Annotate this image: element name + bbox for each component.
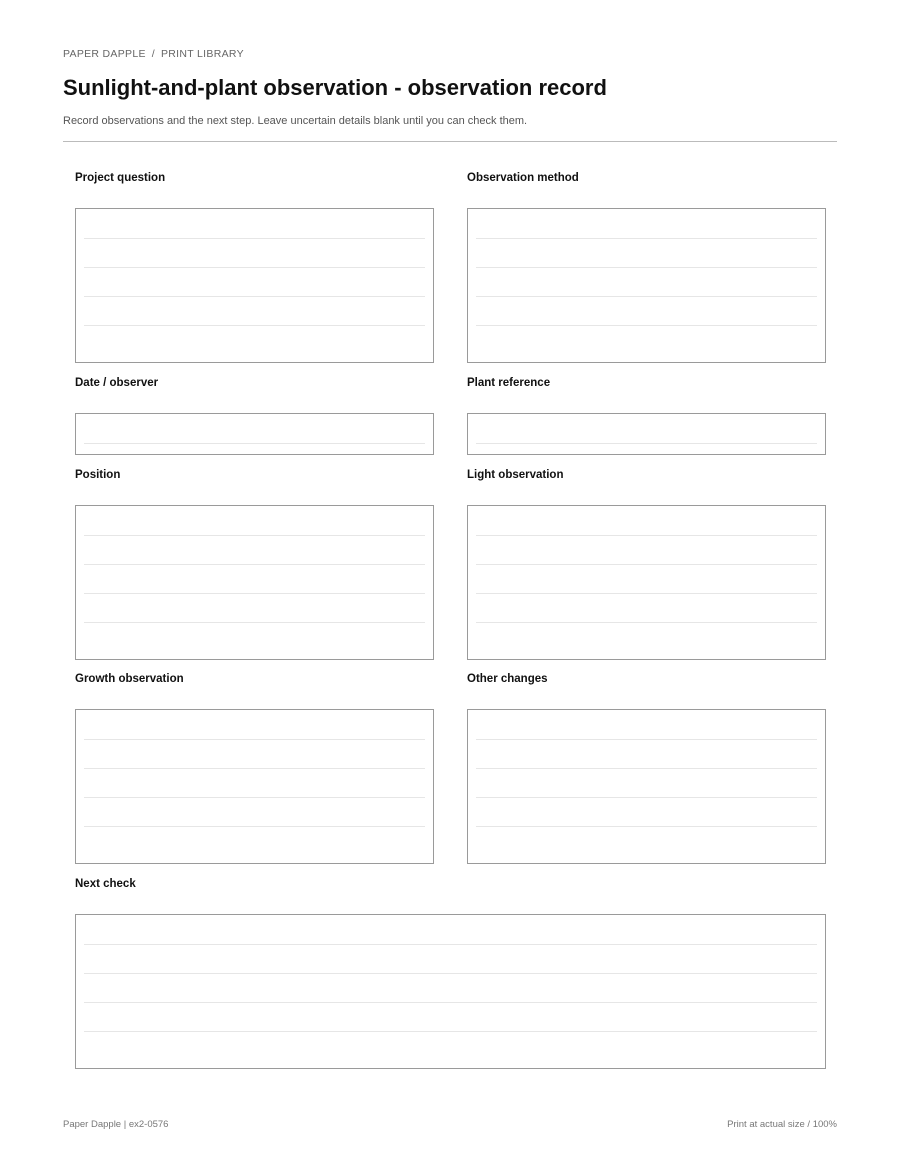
breadcrumb-item-library: PRINT LIBRARY bbox=[161, 48, 244, 60]
breadcrumb-item-brand: PAPER DAPPLE bbox=[63, 48, 146, 60]
position-field[interactable] bbox=[75, 505, 434, 660]
writing-guide-line bbox=[84, 973, 817, 974]
page-title: Sunlight-and-plant observation - observation record bbox=[63, 75, 607, 100]
other-changes-field[interactable] bbox=[467, 709, 826, 864]
writing-guide-line bbox=[84, 564, 425, 565]
writing-guide-line bbox=[476, 296, 817, 297]
writing-guide-line bbox=[476, 325, 817, 326]
writing-guide-line bbox=[84, 622, 425, 623]
writing-guide-line bbox=[84, 797, 425, 798]
writing-guide-line bbox=[476, 238, 817, 239]
writing-guide-line bbox=[476, 564, 817, 565]
date-observer-label: Date / observer bbox=[75, 377, 159, 389]
next-check-label: Next check bbox=[75, 878, 136, 890]
growth-observation-field[interactable] bbox=[75, 709, 434, 864]
writing-guide-line bbox=[84, 1031, 817, 1032]
writing-guide-line bbox=[476, 826, 817, 827]
plant-reference-field[interactable] bbox=[467, 413, 826, 455]
plant-reference-label: Plant reference bbox=[467, 377, 551, 389]
writing-guide-line bbox=[84, 768, 425, 769]
header-divider bbox=[63, 141, 837, 142]
writing-guide-line bbox=[84, 325, 425, 326]
project-question-label: Project question bbox=[75, 172, 166, 184]
writing-guide-line bbox=[476, 535, 817, 536]
writing-guide-line bbox=[476, 267, 817, 268]
growth-observation-label: Growth observation bbox=[75, 673, 184, 685]
writing-guide-line bbox=[84, 826, 425, 827]
writing-guide-line bbox=[476, 443, 817, 444]
writing-guide-line bbox=[84, 739, 425, 740]
light-observation-label: Light observation bbox=[467, 469, 564, 481]
other-changes-label: Other changes bbox=[467, 673, 548, 685]
page-subtitle: Record observations and the next step. Leave uncertain details blank until you can check them. bbox=[63, 115, 528, 127]
observation-method-field[interactable] bbox=[467, 208, 826, 363]
light-observation-field[interactable] bbox=[467, 505, 826, 660]
writing-guide-line bbox=[84, 535, 425, 536]
breadcrumb-separator: / bbox=[151, 48, 155, 60]
writing-guide-line bbox=[476, 593, 817, 594]
writing-guide-line bbox=[84, 238, 425, 239]
writing-guide-line bbox=[84, 944, 817, 945]
footer-print-note: Print at actual size / 100% bbox=[727, 1119, 837, 1130]
writing-guide-line bbox=[84, 593, 425, 594]
date-observer-field[interactable] bbox=[75, 413, 434, 455]
footer-document-id: Paper Dapple | ex2-0576 bbox=[63, 1119, 169, 1130]
writing-guide-line bbox=[84, 296, 425, 297]
project-question-field[interactable] bbox=[75, 208, 434, 363]
next-check-field[interactable] bbox=[75, 914, 826, 1069]
writing-guide-line bbox=[476, 739, 817, 740]
writing-guide-line bbox=[84, 443, 425, 444]
writing-guide-line bbox=[476, 622, 817, 623]
writing-guide-line bbox=[476, 797, 817, 798]
writing-guide-line bbox=[476, 768, 817, 769]
writing-guide-line bbox=[84, 1002, 817, 1003]
breadcrumb bbox=[63, 48, 244, 60]
writing-guide-line bbox=[84, 267, 425, 268]
observation-method-label: Observation method bbox=[467, 172, 579, 184]
position-label: Position bbox=[75, 469, 121, 481]
